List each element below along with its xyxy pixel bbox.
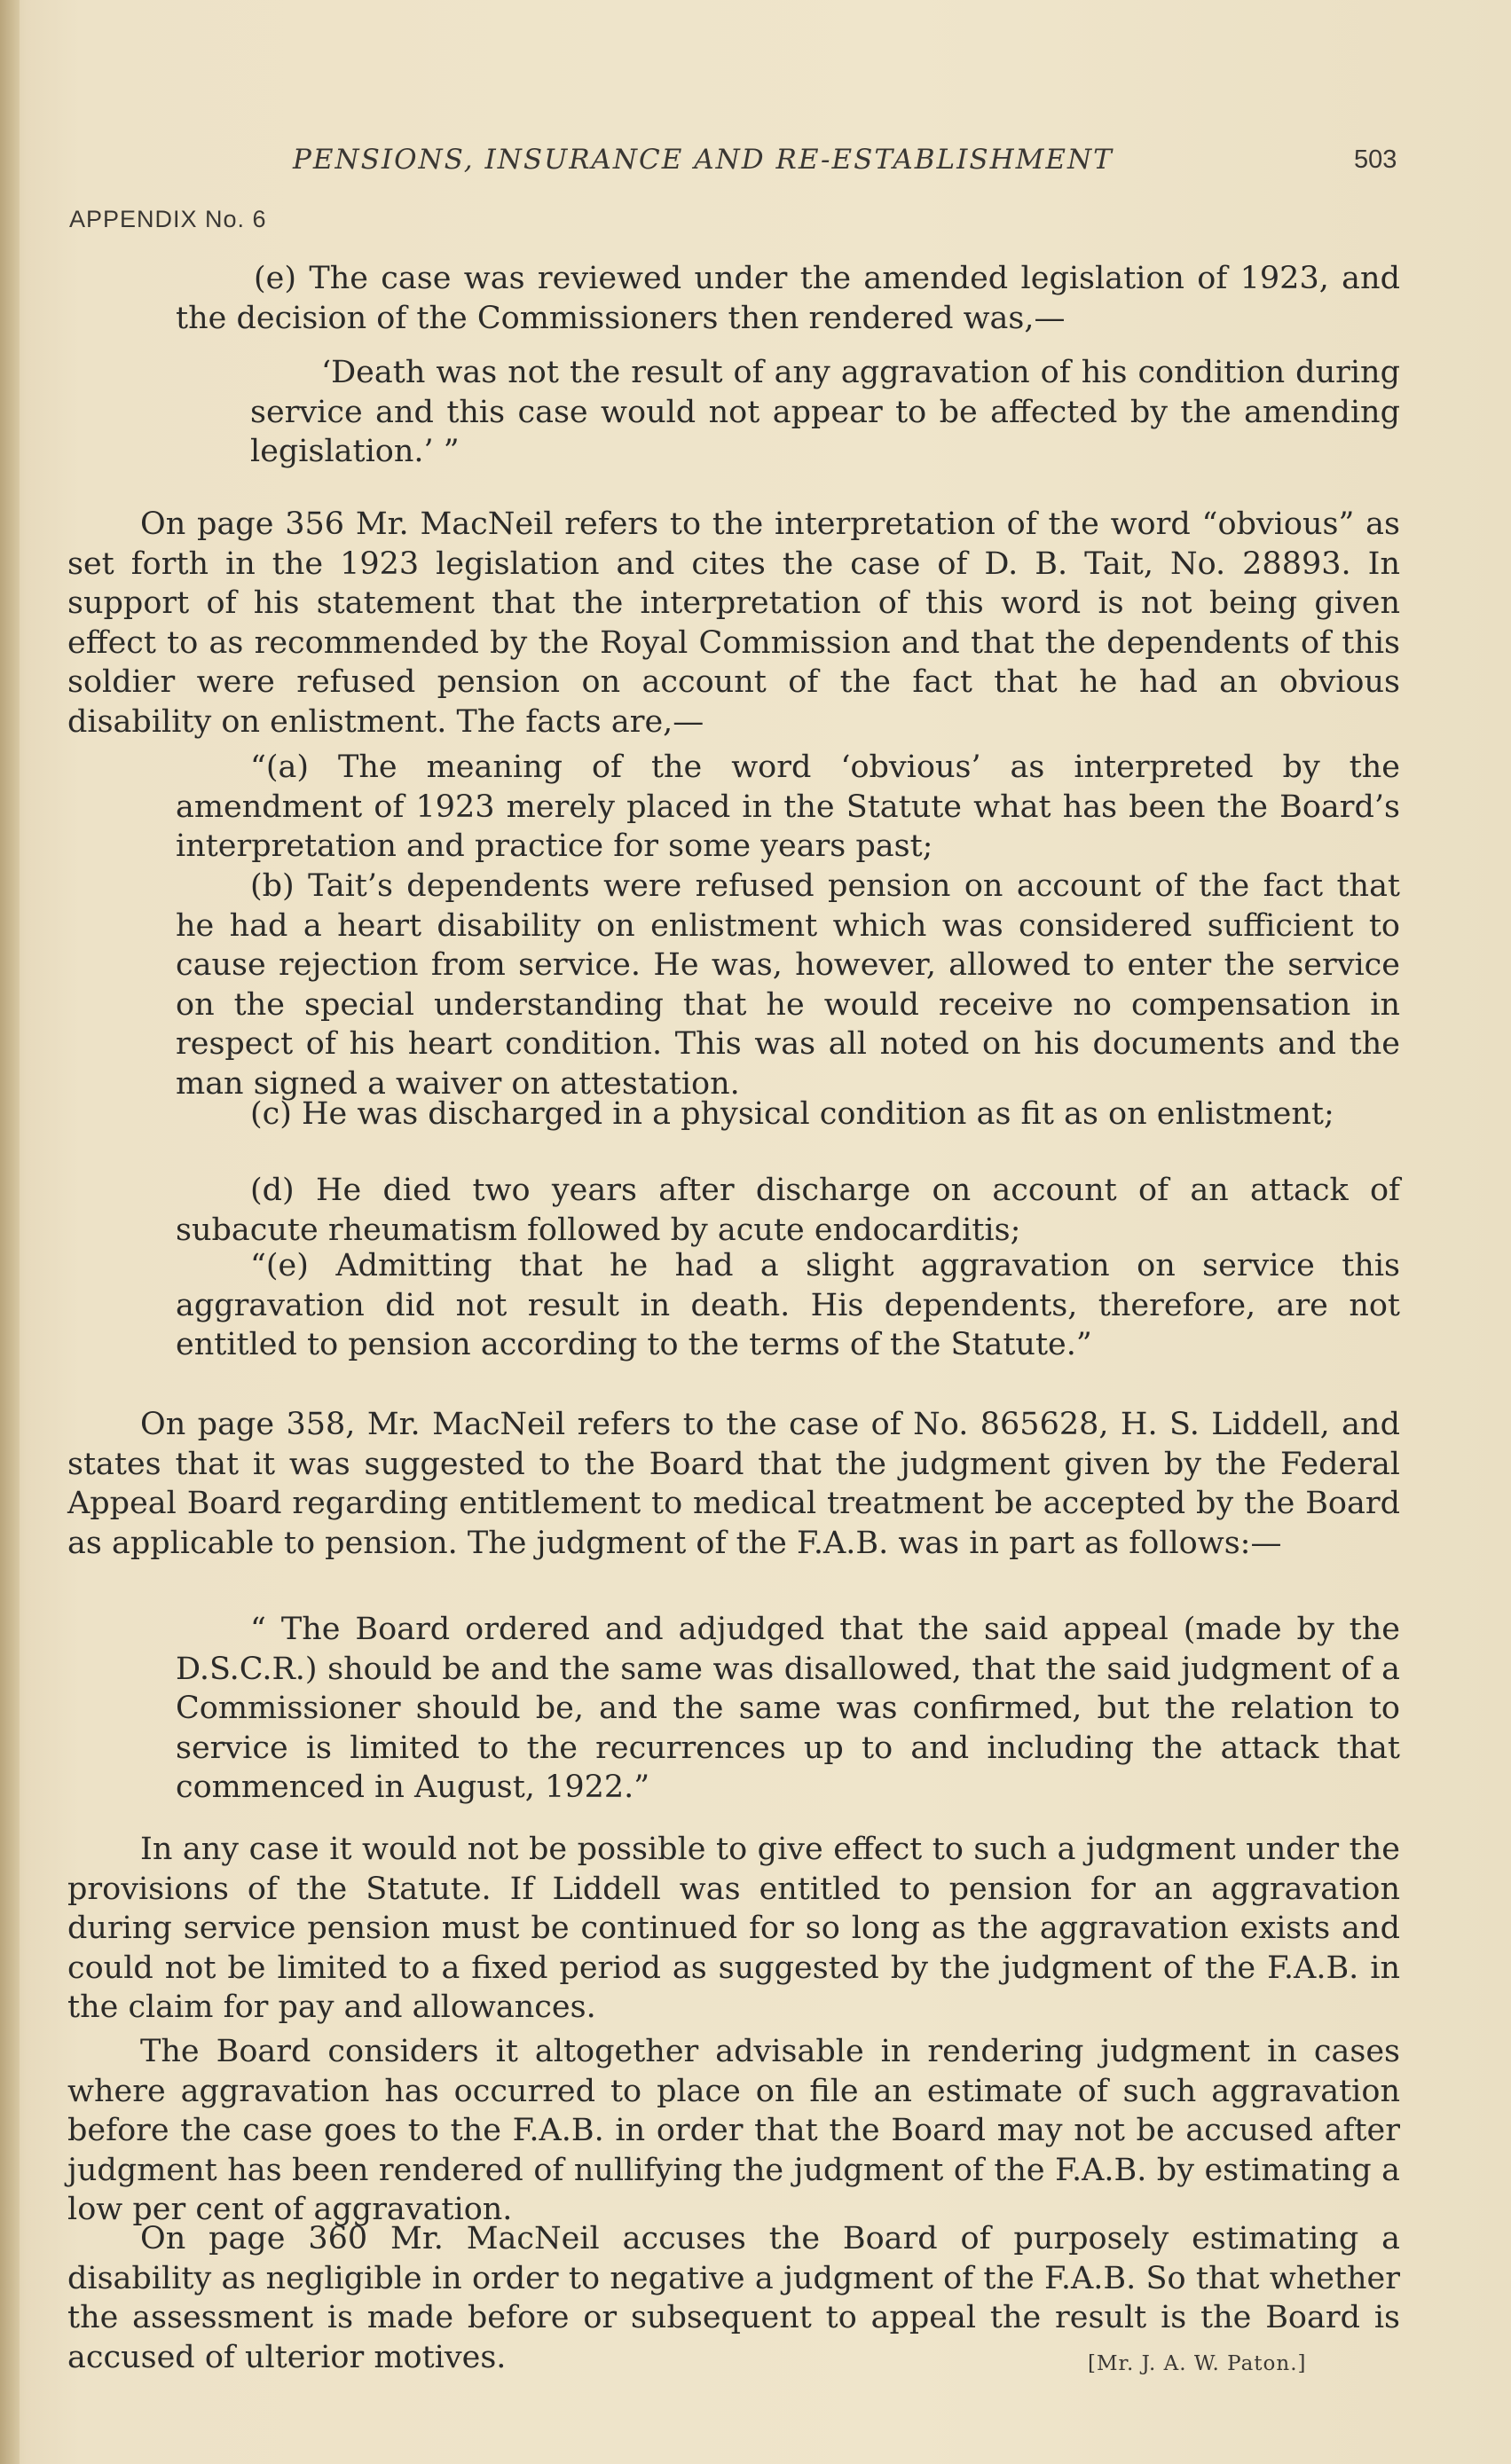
- paragraph-e-case-reviewed: (e) The case was reviewed under the amended legislation of 1923, and the decision of the Commissioners then rendered was,—: [176, 261, 1400, 336]
- page-number: 503: [1354, 145, 1397, 174]
- running-title: PENSIONS, INSURANCE AND RE-ESTABLISHMENT: [293, 144, 1114, 176]
- fab-judgment-quote: “ The Board ordered and adjudged that the said appeal (made by the D.S.C.R.) should be and the same was disallowed, that the said judgment of a Commissioner should be, and the same was confirmed, but the relation to service is limited to the recurrences up to and including the attack that commenced in August, 1922.”: [176, 1612, 1400, 1805]
- quoted-decision: ‘Death was not the result of any aggravation of his condition during service and this case would not appear to be affected by the amending legislation.’ ”: [250, 355, 1400, 469]
- paragraph-in-any-case: In any case it would not be possible to give effect to such a judgment under the provisions of the Statute. If Liddell was entitled to pension for an aggravation during service pension must be continued for so long as the aggravation exists and could not be limited to a fixed period as suggested by the judgment of the F.A.B. in the claim for pay and allowances.: [67, 1832, 1400, 2025]
- paragraph-page-358: On page 358, Mr. MacNeil refers to the case of No. 865628, H. S. Liddell, and states that it was suggested to the Board that the judgment given by the Federal Appeal Board regarding entitlement to medical treatment be accepted by the Board as applicable to pension. The judgment of the F.A.B. was in part as follows:—: [67, 1407, 1400, 1561]
- fact-c: (c) He was discharged in a physical condition as fit as on enlistment;: [250, 1096, 1334, 1132]
- speaker-attribution: [Mr. J. A. W. Paton.]: [1088, 2352, 1307, 2375]
- fact-d: (d) He died two years after discharge on account of an attack of subacute rheumatism followed by acute endocarditis;: [176, 1173, 1400, 1248]
- appendix-label: APPENDIX No. 6: [69, 206, 267, 232]
- paragraph-board-considers: The Board considers it altogether advisable in rendering judgment in cases where aggravation has occurred to place on file an estimate of such aggravation before the case goes to the F.A.B. in order that the Board may not be accused after judgment has been rendered of nullifying the judgment of the F.A.B. by estimating a low per cent of aggravation.: [67, 2034, 1400, 2227]
- paragraph-page-360: On page 360 Mr. MacNeil accuses the Board of purposely estimating a disability as negligible in order to negative a judgment of the F.A.B. So that whether the assessment is made before or subsequent to appeal the result is the Board is accused of ulterior motives.: [67, 2221, 1400, 2375]
- fact-b: (b) Tait’s dependents were refused pension on account of the fact that he had a heart disability on enlistment which was considered sufficient to cause rejection from service. He was, however, allowed to enter the service on the special understanding that he would receive no compensation in respect of his heart condition. This was all noted on his documents and the man signed a waiver on attestation.: [176, 868, 1400, 1102]
- paragraph-page-356: On page 356 Mr. MacNeil refers to the interpretation of the word “obvious” as set forth in the 1923 legislation and cites the case of D. B. Tait, No. 28893. In support of his statement that the interpretation of this word is not being given effect to as recommended by the Royal Commission and that the dependents of this soldier were refused pension on account of the fact that he had an obvious disability on enlistment. The facts are,—: [67, 506, 1400, 740]
- fact-e: “(e) Admitting that he had a slight aggravation on service this aggravation did not result in death. His dependents, therefore, are not entitled to pension according to the terms of the Statute.”: [176, 1248, 1400, 1362]
- fact-a: “(a) The meaning of the word ‘obvious’ as interpreted by the amendment of 1923 merely placed in the Statute what has been the Board’s interpretation and practice for some years past;: [176, 749, 1400, 864]
